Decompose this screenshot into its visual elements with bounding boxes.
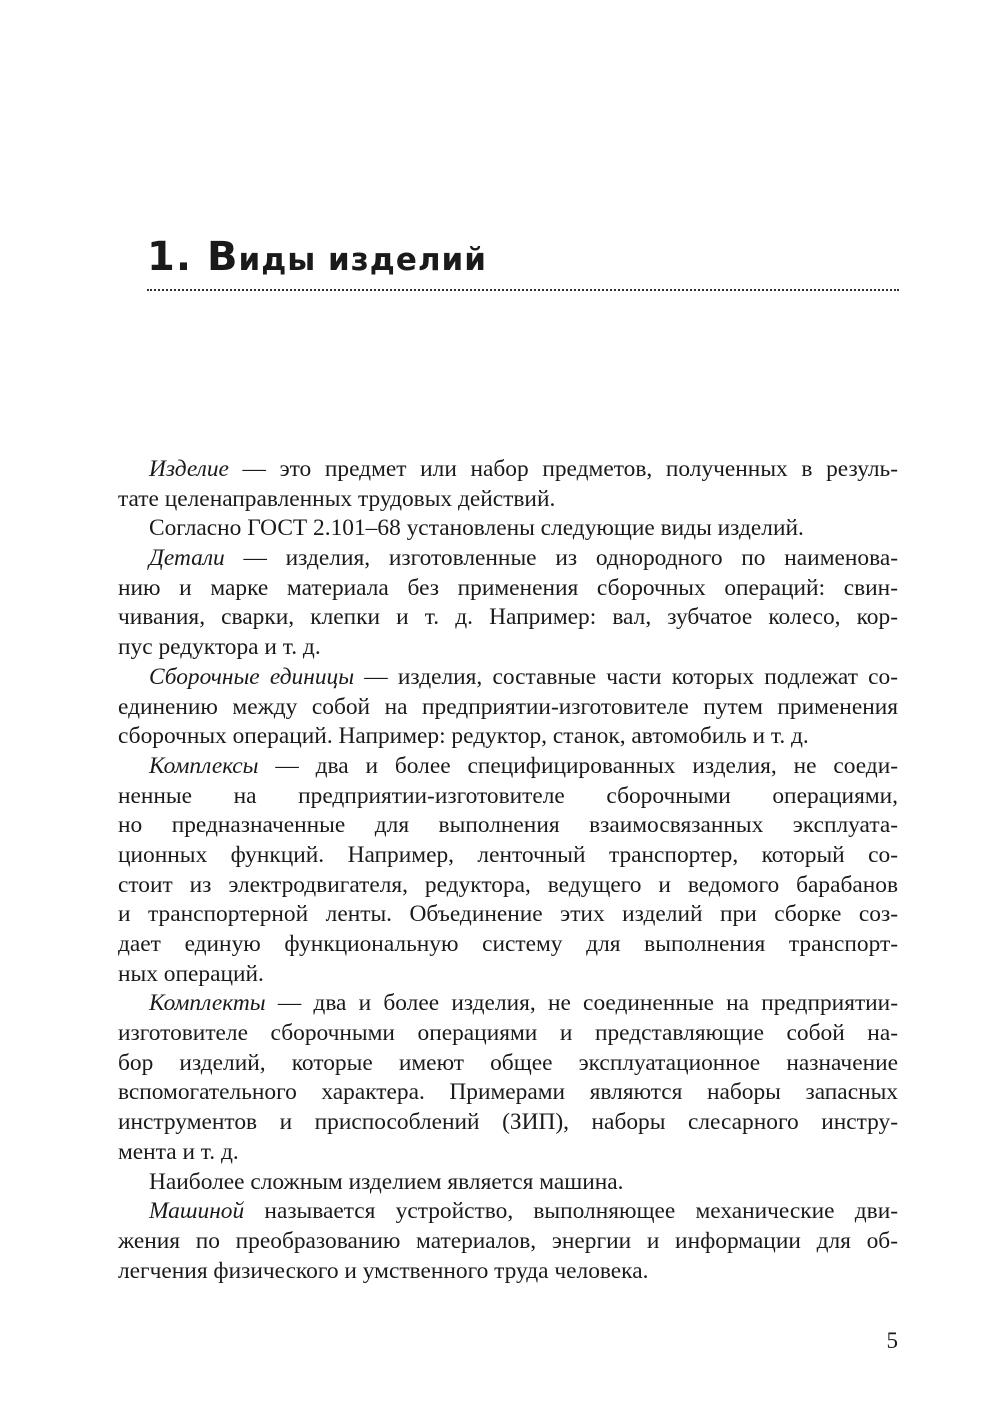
paragraph-komplekty bbox=[118, 989, 898, 1167]
text-line: сборочных операций. Например: редуктор, станок, автомобиль и т. д. bbox=[118, 723, 809, 750]
term-izdelie: Изделие bbox=[149, 456, 229, 482]
paragraph-detali bbox=[118, 544, 898, 663]
chapter-title-rest: иды изделий bbox=[238, 242, 487, 278]
paragraph-mashinoy bbox=[118, 1197, 898, 1286]
text-line bbox=[118, 752, 898, 782]
term-sborochnye-edinicy: Сборочные единицы bbox=[149, 663, 355, 690]
text-line: Согласно ГОСТ 2.101–68 установлены следующие виды изделий. bbox=[149, 515, 804, 542]
text-line: нию и марке материала без применения сборочных операций: свин- bbox=[118, 574, 898, 601]
text-line: жения по преобразованию материалов, энергии и информации для об- bbox=[118, 1227, 898, 1254]
line-text: называется устройство, выполняющее механические дви- bbox=[244, 1198, 898, 1225]
line-text: — два и более изделия, не соединенные на предприятии- bbox=[265, 990, 898, 1017]
page-number: 5 bbox=[886, 1328, 898, 1353]
paragraph-izdelie bbox=[118, 455, 898, 514]
text-line bbox=[118, 663, 898, 693]
chapter-title-first-letter: В bbox=[206, 234, 239, 280]
text-line bbox=[118, 544, 898, 574]
text-line: бор изделий, которые имеют общее эксплуатационное назначение bbox=[118, 1049, 898, 1076]
paragraph-gost bbox=[118, 514, 898, 544]
text-line bbox=[118, 989, 898, 1019]
text-line: пус редуктора и т. д. bbox=[118, 634, 321, 661]
text-line: легчения физического и умственного труда человека. bbox=[118, 1257, 649, 1284]
text-line: единению между собой на предприятии-изготовителе путем применения bbox=[118, 693, 898, 720]
text-line: тате целенаправленных трудовых действий. bbox=[118, 485, 556, 512]
term-mashinoy: Машиной bbox=[149, 1198, 245, 1225]
text-line: ционных функций. Например, ленточный транспортер, который со- bbox=[118, 841, 898, 868]
term-komplekty: Комплекты bbox=[149, 990, 266, 1017]
text-line: мента и т. д. bbox=[118, 1138, 239, 1165]
line-text: — это предмет или набор предметов, полученных в резуль- bbox=[228, 456, 898, 482]
text-line: ных операций. bbox=[118, 960, 264, 987]
text-line: стоит из электродвигателя, редуктора, ведущего и ведомого барабанов bbox=[118, 871, 898, 898]
chapter-heading bbox=[147, 232, 487, 285]
line-text: — изделия, изготовленные из однородного по наименова- bbox=[224, 545, 898, 572]
term-kompleksy: Комплексы bbox=[149, 752, 259, 779]
text-line: инструментов и приспособлений (ЗИП), наборы слесарного инстру- bbox=[118, 1109, 898, 1136]
text-line: дает единую функциональную систему для выполнения транспорт- bbox=[118, 931, 898, 957]
line-text: — два и более специфицированных изделия, не соеди- bbox=[258, 752, 898, 779]
paragraph-mashina-intro bbox=[118, 1168, 898, 1198]
paragraph-sborochnye-edinicy bbox=[118, 663, 898, 752]
body-text bbox=[118, 455, 898, 1286]
text-line bbox=[118, 455, 898, 485]
text-line: вспомогательного характера. Примерами являются наборы запасных bbox=[118, 1079, 898, 1106]
line-text: — изделия, составные части которых подлежат со- bbox=[354, 663, 898, 690]
heading-dotted-rule bbox=[147, 289, 899, 291]
text-line: изготовителе сборочными операциями и представляющие собой на- bbox=[118, 1020, 898, 1047]
text-line: и транспортерной ленты. Объединение этих изделий при сборке соз- bbox=[118, 901, 898, 928]
text-line: ненные на предприятии-изготовителе сборочными операциями, bbox=[118, 782, 898, 809]
term-detali: Детали bbox=[149, 545, 225, 572]
text-line: чивания, сварки, клепки и т. д. Например: вал, зубчатое колесо, кор- bbox=[118, 604, 898, 631]
chapter-number: 1. bbox=[147, 234, 193, 280]
text-line: но предназначенные для выполнения взаимосвязанных эксплуата- bbox=[118, 812, 898, 839]
paragraph-kompleksy bbox=[118, 752, 898, 990]
text-line bbox=[118, 1197, 898, 1227]
text-line: Наиболее сложным изделием является машина. bbox=[149, 1168, 624, 1195]
